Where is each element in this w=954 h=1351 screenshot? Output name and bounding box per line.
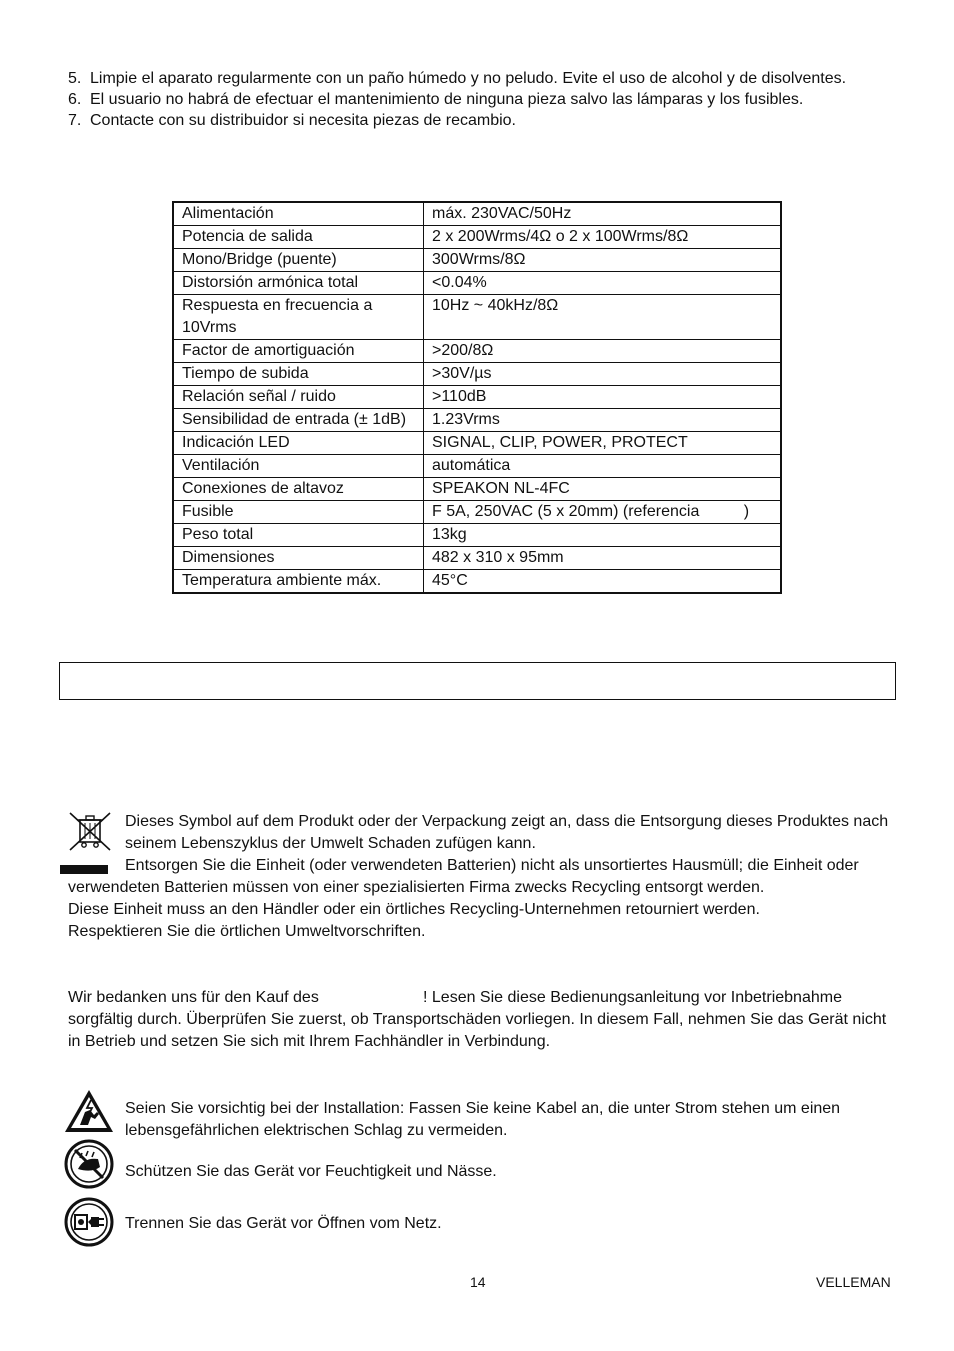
spec-label: Relación señal / ruido — [173, 386, 424, 409]
table-row — [173, 547, 781, 570]
spec-value: 2 x 200Wrms/4Ω o 2 x 100Wrms/8Ω — [424, 226, 782, 249]
spec-label: Factor de amortiguación — [173, 340, 424, 363]
table-row — [173, 501, 781, 524]
page-number: 14 — [470, 1274, 486, 1290]
table-row — [173, 272, 781, 295]
spec-value: automática — [424, 455, 782, 478]
spec-label: Temperatura ambiente máx. — [173, 570, 424, 594]
table-row — [173, 524, 781, 547]
table-row — [173, 340, 781, 363]
spec-value: 45°C — [424, 570, 782, 594]
spec-label: Mono/Bridge (puente) — [173, 249, 424, 272]
table-row — [173, 409, 781, 432]
table-row — [173, 363, 781, 386]
disposal-text: Respektieren Sie die örtlichen Umweltvorschriften. — [68, 923, 426, 940]
unplug-icon — [64, 1197, 114, 1247]
warning-text: Seien Sie vorsichtig bei der Installation: Fassen Sie keine Kabel an, die unter Strom stehen um einen — [125, 1100, 841, 1117]
disposal-text: Dieses Symbol auf dem Produkt oder der Verpackung zeigt an, dass die Entsorgung dieses Produktes nach — [125, 813, 889, 830]
specifications-table — [172, 201, 782, 594]
spec-value: F 5A, 250VAC (5 x 20mm) (referencia ) — [424, 501, 782, 524]
spec-value: <0.04% — [424, 272, 782, 295]
spec-label: Indicación LED — [173, 432, 424, 455]
disposal-text: seinem Lebenszyklus der Umwelt Schaden zufügen kann. — [125, 835, 536, 852]
thanks-text: ! Lesen Sie diese Bedienungsanleitung vor Inbetriebnahme — [423, 989, 842, 1006]
spec-value: 10Hz ~ 40kHz/8Ω — [424, 295, 782, 340]
spec-label: Ventilación — [173, 455, 424, 478]
disposal-text: verwendeten Batterien müssen von einer spezialisierten Firma zwecks Recycling entsorgt werden. — [68, 879, 765, 896]
table-row — [173, 478, 781, 501]
spec-label: Alimentación — [173, 202, 424, 226]
no-moisture-icon — [64, 1139, 114, 1189]
spec-label: Tiempo de subida — [173, 363, 424, 386]
warning-text: Schützen Sie das Gerät vor Feuchtigkeit und Nässe. — [125, 1163, 497, 1180]
spec-label: Distorsión armónica total — [173, 272, 424, 295]
spec-label: Potencia de salida — [173, 226, 424, 249]
spec-label: Dimensiones — [173, 547, 424, 570]
spec-value: 300Wrms/8Ω — [424, 249, 782, 272]
disposal-text: Diese Einheit muss an den Händler oder ein örtliches Recycling-Unternehmen retourniert werden. — [68, 901, 760, 918]
table-row — [173, 295, 781, 340]
spec-value: 1.23Vrms — [424, 409, 782, 432]
weee-bar — [60, 865, 108, 874]
warning-text: Trennen Sie das Gerät vor Öffnen vom Netz. — [125, 1215, 442, 1232]
spec-label: Fusible — [173, 501, 424, 524]
table-row — [173, 386, 781, 409]
spec-value: SIGNAL, CLIP, POWER, PROTECT — [424, 432, 782, 455]
spec-label: Respuesta en frecuencia a 10Vrms — [173, 295, 424, 340]
warning-text: lebensgefährlichen elektrischen Schlag zu vermeiden. — [125, 1122, 508, 1139]
table-row — [173, 432, 781, 455]
spec-value: >110dB — [424, 386, 782, 409]
list-item: 6. El usuario no habrá de efectuar el mantenimiento de ninguna pieza salvo las lámparas y los fusibles. — [68, 91, 804, 108]
spec-value: 13kg — [424, 524, 782, 547]
spec-label: Conexiones de altavoz — [173, 478, 424, 501]
electric-shock-warning-icon — [63, 1088, 115, 1134]
spec-value: >30V/µs — [424, 363, 782, 386]
spec-label: Peso total — [173, 524, 424, 547]
list-item: 7. Contacte con su distribuidor si necesita piezas de recambio. — [68, 112, 516, 129]
spec-value: >200/8Ω — [424, 340, 782, 363]
list-item: 5. Limpie el aparato regularmente con un paño húmedo y no peludo. Evite el uso de alcohol y de disolventes. — [68, 70, 847, 87]
footer-brand: VELLEMAN — [816, 1274, 891, 1290]
spec-value: SPEAKON NL-4FC — [424, 478, 782, 501]
thanks-text: sorgfältig durch. Überprüfen Sie zuerst, ob Transportschäden vorliegen. In diesem Fall, nehmen Sie das Gerät nicht — [68, 1011, 887, 1028]
spec-value: máx. 230VAC/50Hz — [424, 202, 782, 226]
table-row — [173, 249, 781, 272]
table-row — [173, 226, 781, 249]
spec-label: Sensibilidad de entrada (± 1dB) — [173, 409, 424, 432]
table-row — [173, 455, 781, 478]
thanks-text: in Betrieb und setzen Sie sich mit Ihrem Fachhändler in Verbindung. — [68, 1033, 551, 1050]
thanks-text: Wir bedanken uns für den Kauf des — [68, 989, 319, 1006]
table-row — [173, 202, 781, 226]
table-row — [173, 570, 781, 594]
disposal-text: Entsorgen Sie die Einheit (oder verwendeten Batterien) nicht als unsortiertes Hausmüll; die Einheit oder — [125, 857, 859, 874]
spec-value: 482 x 310 x 95mm — [424, 547, 782, 570]
empty-box — [59, 662, 896, 700]
weee-bin-icon — [67, 810, 113, 856]
